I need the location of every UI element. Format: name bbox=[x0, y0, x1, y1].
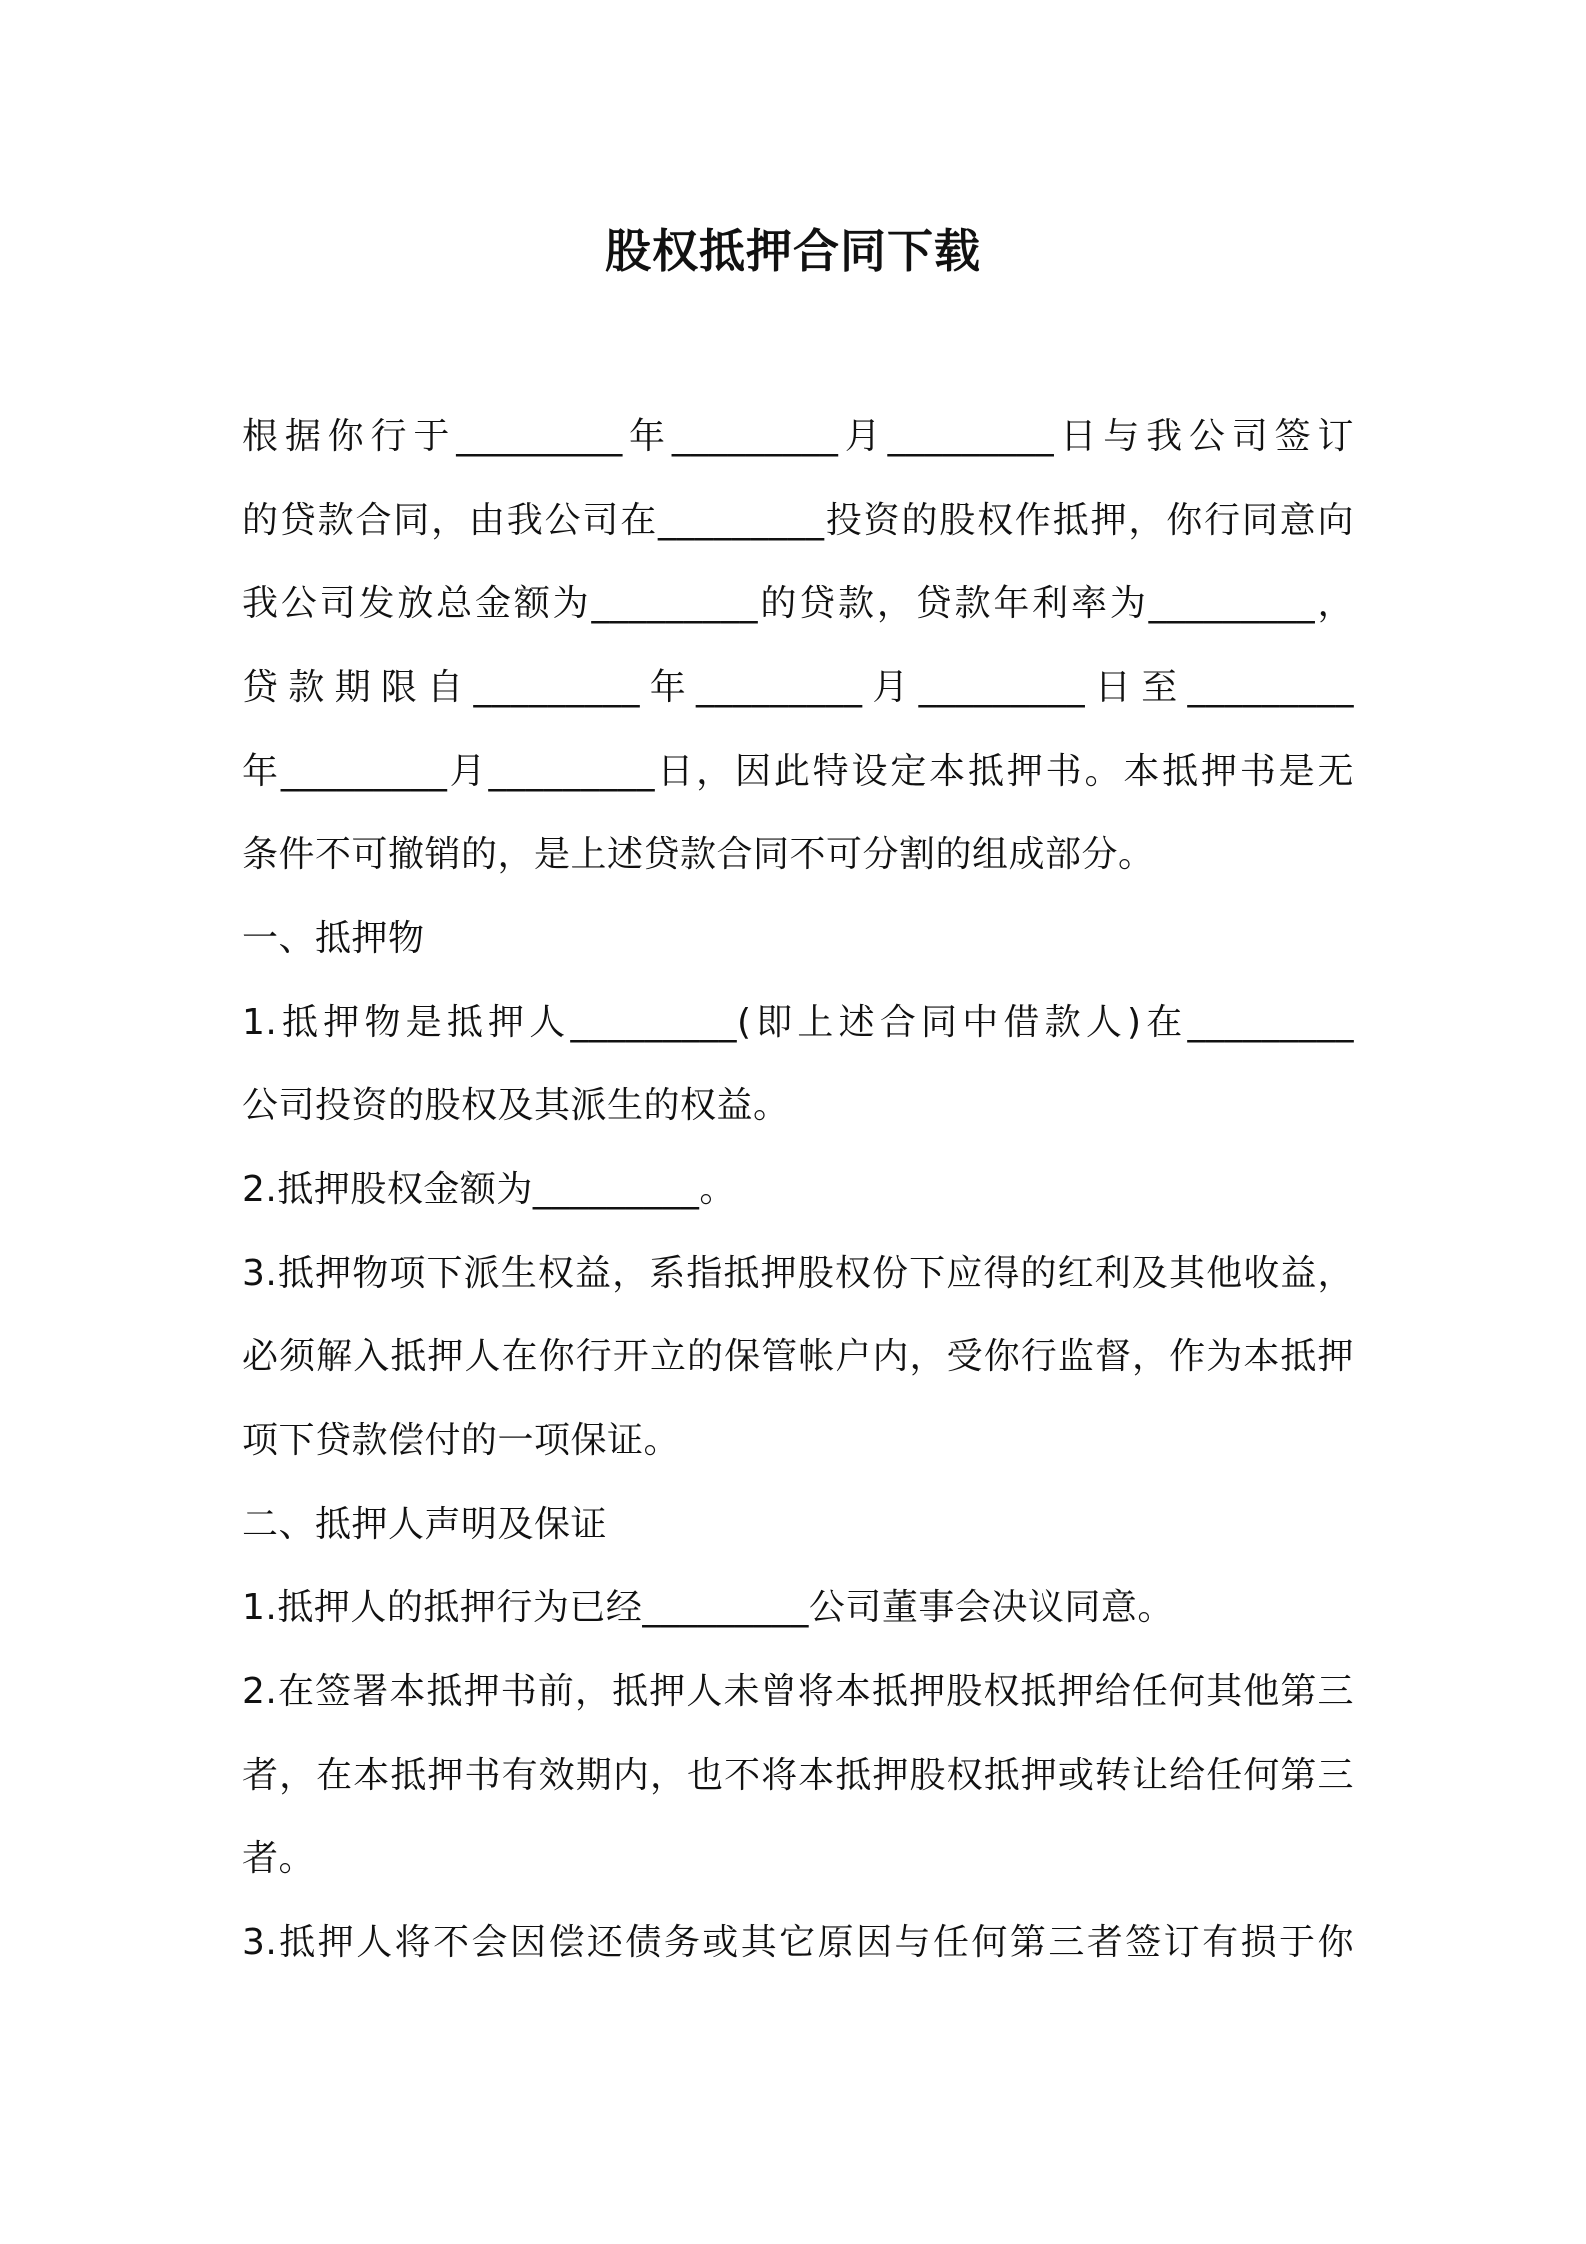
paragraph-line: 我公司发放总金额为_________的贷款，贷款年利率为_________， bbox=[242, 583, 1354, 624]
clause-line: 3.抵押物项下派生权益，系指抵押股权份下应得的红利及其他收益， bbox=[242, 1253, 1354, 1294]
clause-line: 者，在本抵押书有效期内，也不将本抵押股权抵押或转让给任何第三 bbox=[242, 1755, 1354, 1796]
clause-line: 3.抵押人将不会因偿还债务或其它原因与任何第三者签订有损于你 bbox=[242, 1922, 1354, 1963]
paragraph-line: 年_________月_________日，因此特设定本抵押书。本抵押书是无 bbox=[242, 751, 1354, 792]
clause-line: 者。 bbox=[242, 1838, 316, 1879]
clause-line: 2.在签署本抵押书前，抵押人未曾将本抵押股权抵押给任何其他第三 bbox=[242, 1671, 1354, 1712]
clause-line: 1.抵押人的抵押行为已经_________公司董事会决议同意。 bbox=[242, 1587, 1174, 1628]
clause-line: 必须解入抵押人在你行开立的保管帐户内，受你行监督，作为本抵押 bbox=[242, 1336, 1354, 1377]
paragraph-line: 根据你行于_________年_________月_________日与我公司签订 bbox=[242, 416, 1354, 457]
paragraph-line: 贷款期限自_________年_________月_________日至_________ bbox=[242, 667, 1354, 708]
clause-line: 1.抵押物是抵押人_________(即上述合同中借款人)在_________ bbox=[242, 1002, 1354, 1043]
section-heading: 二、抵押人声明及保证 bbox=[242, 1504, 608, 1545]
paragraph-line: 条件不可撤销的，是上述贷款合同不可分割的组成部分。 bbox=[242, 834, 1155, 875]
paragraph-line: 的贷款合同，由我公司在_________投资的股权作抵押，你行同意向 bbox=[242, 500, 1354, 541]
section-heading: 一、抵押物 bbox=[242, 918, 425, 959]
clause-line: 2.抵押股权金额为_________。 bbox=[242, 1169, 736, 1210]
clause-line: 项下贷款偿付的一项保证。 bbox=[242, 1420, 681, 1461]
clause-line: 公司投资的股权及其派生的权益。 bbox=[242, 1085, 790, 1126]
document-title: 股权抵押合同下载 bbox=[605, 224, 981, 278]
